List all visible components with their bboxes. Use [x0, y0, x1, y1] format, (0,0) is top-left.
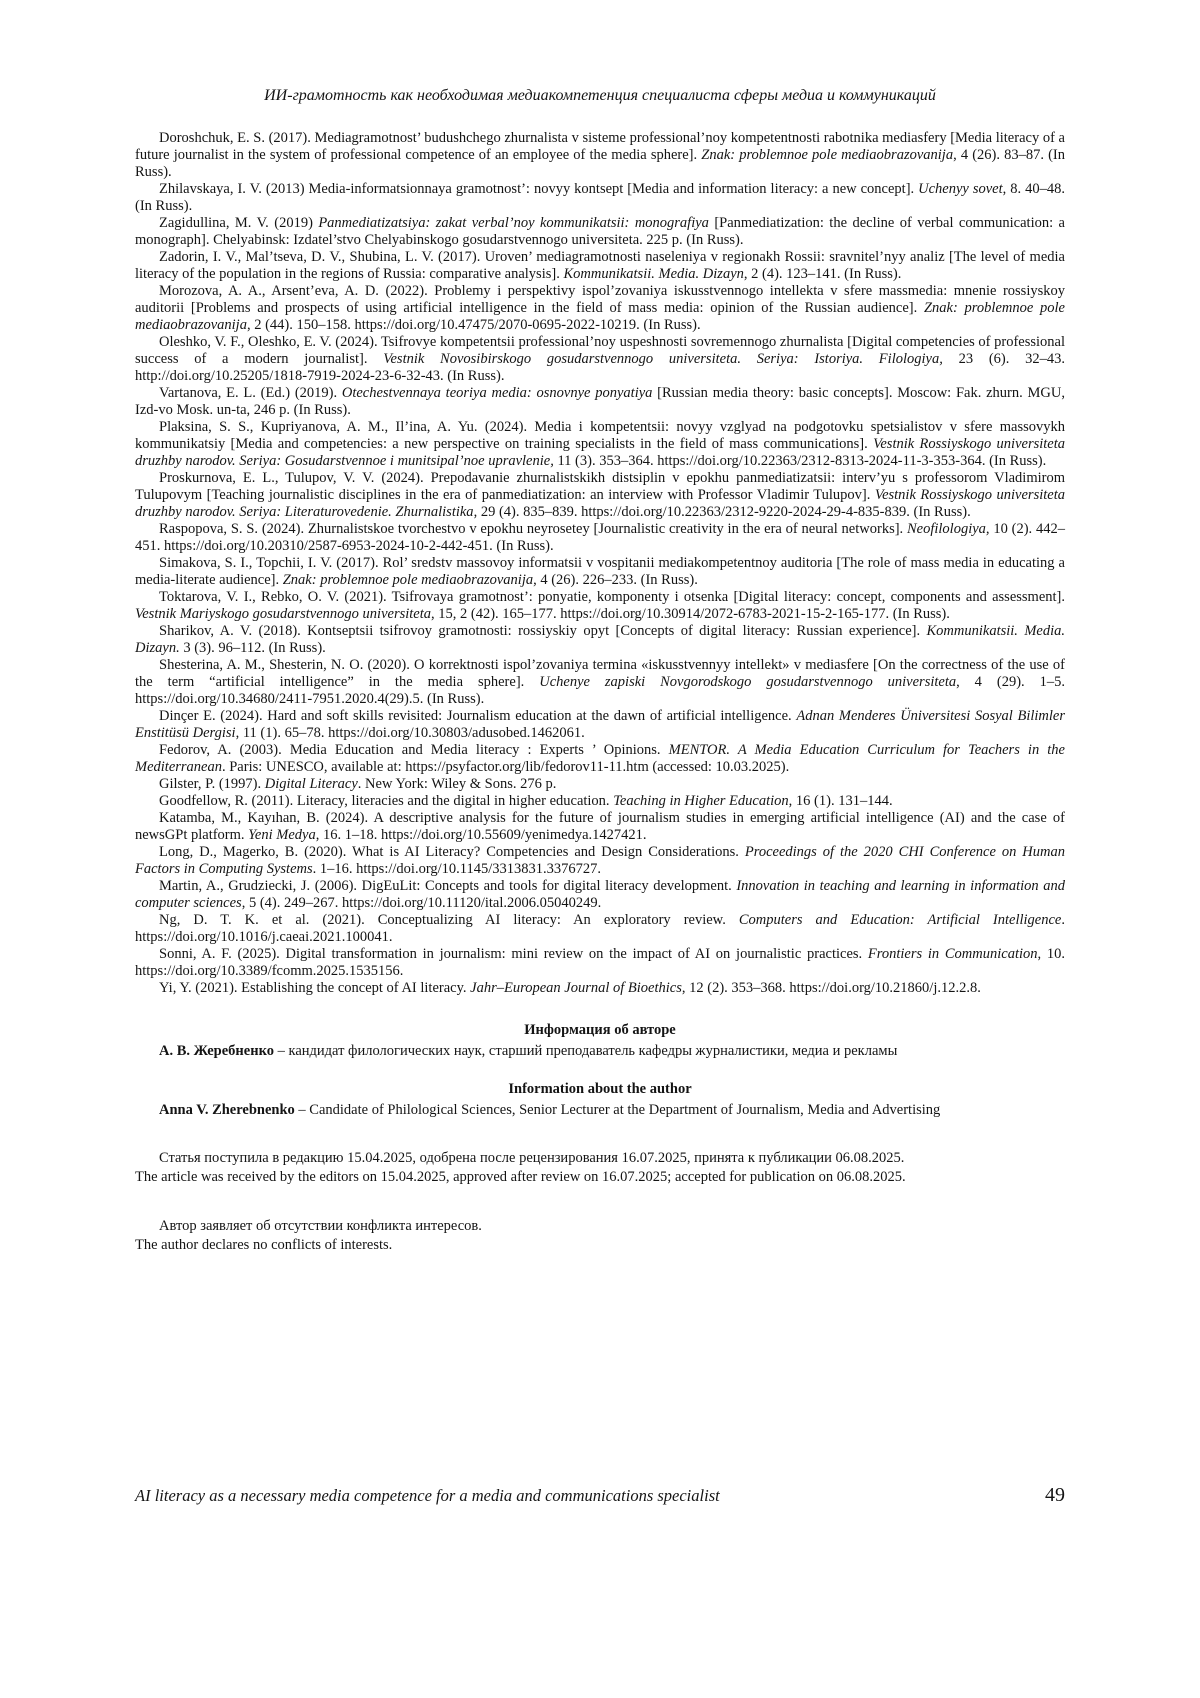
reference-entry [135, 878, 1065, 912]
author-description-en: – Candidate of Philological Sciences, Senior Lecturer at the Department of Journalism, Media and Advertising [294, 1102, 941, 1118]
reference-source-title: Innovation in teaching and learning in information and computer sciences [135, 878, 1066, 911]
references-list [135, 130, 1065, 997]
reference-source-title: Neofilologiya, [906, 521, 990, 537]
reference-text: 3 (3). 96–112. (In Russ). [179, 640, 326, 656]
conflict-statement-ru: Автор заявляет об отсутствии конфликта интересов. [159, 1218, 482, 1234]
reference-text: Yi, Y. (2021). Establishing the concept of AI literacy. [159, 980, 471, 996]
page-footer [135, 1484, 1065, 1507]
reference-source-title: Teaching in Higher Education [613, 793, 789, 809]
reference-text: . https://doi.org/10.1016/j.caeai.2021.100041. [135, 912, 1065, 945]
author-info-ru [135, 1042, 1065, 1060]
reference-text: , 12 (2). 353–368. https://doi.org/10.21860/j.12.2.8. [681, 980, 981, 996]
reference-source-title: Vestnik Rossiyskogo universiteta druzhby narodov. Seriya: Gosudarstvennoe i munitsipal’noe upravlenie, [135, 436, 1065, 469]
reference-source-title: Digital Literacy [264, 776, 358, 792]
reference-text: Zadorin, I. V., Mal’tseva, D. V., Shubina, L. V. (2017). Uroven’ mediagramotnosti naseleniya v regionakh Rossii: sravnitel’nyy analiz [The level of media literacy of the population in the regions of Russia: comparative analysis]. [135, 249, 1065, 282]
reference-text: [Russian media theory: basic concepts]. Moscow: Fak. zhurn. MGU, Izd-vo Mosk. un-ta, 246 p. (In Russ). [135, 385, 1065, 418]
reference-entry [135, 776, 1065, 793]
reference-entry [135, 215, 1065, 249]
reference-text: Proskurnova, E. L., Tulupov, V. V. (2024). Prepodavanie zhurnalistskikh distsiplin v epokhu panmediatizatsii: interv’yu s professorom Vladimirom Tulupovym [Teaching journalistic disciplines in the era of panmediatization: an interview with Professor Vladimir Tulupov]. [135, 470, 1065, 503]
article-dates-en: The article was received by the editors on 15.04.2025, approved after review on 16.07.2025; accepted for publication on 06.08.2025. [135, 1169, 906, 1185]
reference-text: Plaksina, S. S., Kupriyanova, A. M., Il’ina, A. Yu. (2024). Media i kompetentsii: novyy vzglyad na podgotovku spetsialistov v sfere massovykh kommunikatsiy [Media and competencies: a new perspective on training specialists in the field of mass communications]. [135, 419, 1065, 452]
reference-text: Vartanova, E. L. (Ed.) (2019). [159, 385, 342, 401]
reference-entry [135, 470, 1065, 521]
reference-text: Fedorov, A. (2003). Media Education and Media literacy : Experts ’ Opinions. [159, 742, 669, 758]
reference-text: , 15, 2 (42). 165–177. https://doi.org/10.30914/2072-6783-2021-15-2-165-177. (In Russ). [431, 606, 950, 622]
reference-text: Raspopova, S. S. (2024). Zhurnalistskoe tvorchestvo v epokhu neyrosetey [Journalistic creativity in the era of neural networks]. [159, 521, 907, 537]
reference-entry [135, 283, 1065, 334]
reference-text: Zagidullina, M. V. (2019) [159, 215, 319, 231]
reference-text: Doroshchuk, E. S. (2017). Mediagramotnost’ budushchego zhurnalista v sisteme professional’noy kompetentnosti rabotnika mediasfery [Media literacy of a future journalist in the system of professional competence of an employee of the media sphere]. [135, 130, 1065, 163]
reference-text: Dinçer E. (2024). Hard and soft skills revisited: Journalism education at the dawn of artificial intelligence. [159, 708, 797, 724]
reference-text: [Panmediatization: the decline of verbal communication: a monograph]. Chelyabinsk: Izdatel’stvo Chelyabinskogo gosudarstvennogo universiteta. 225 p. (In Russ). [135, 215, 1065, 248]
footer-article-title: AI literacy as a necessary media competence for a media and communications specialist [135, 1486, 720, 1505]
reference-text: Katamba, M., Kayıhan, B. (2024). A descriptive analysis for the future of journalism studies in emerging artificial intelligence (AI) and the case of newsGPt platform. [135, 810, 1065, 843]
reference-source-title: Adnan Menderes Üniversitesi Sosyal Bilimler Enstitüsü Dergisi [135, 708, 1065, 741]
reference-entry [135, 657, 1065, 708]
author-info-section [135, 1021, 1065, 1119]
reference-text: Morozova, A. A., Arsent’eva, A. D. (2022). Problemy i perspektivy ispol’zovaniya iskusstvennogo intellekta v sfere massmedia: mnenie rossiyskoy auditorii [Problems and prospects of using artificial intelligence in the field of mass media: opinion of the Russian audience]. [135, 283, 1065, 316]
reference-source-title: Vestnik Novosibirskogo gosudarstvennogo universiteta. Seriya: Istoriya. Filologiya, [383, 351, 943, 367]
reference-entry [135, 181, 1065, 215]
reference-text: Sonni, A. F. (2025). Digital transformation in journalism: mini review on the impact of AI on journalistic practices. [159, 946, 868, 962]
reference-text: , 11 (1). 65–78. https://doi.org/10.30803/adusobed.1462061. [235, 725, 585, 741]
reference-source-title: Uchenyy sovet [918, 181, 1003, 197]
reference-text: , 4 (29). 1–5. https://doi.org/10.34680/2411-7951.2020.4(29).5. (In Russ). [135, 674, 1065, 707]
reference-entry [135, 742, 1065, 776]
reference-source-title: Znak: problemnoe pole mediaobrazovanija [701, 147, 954, 163]
reference-entry [135, 589, 1065, 623]
conflict-statement-section [135, 1217, 1065, 1255]
reference-text: Long, D., Magerko, B. (2020). What is AI Literacy? Competencies and Design Considerations. [159, 844, 745, 860]
reference-entry [135, 793, 1065, 810]
reference-text: , 10. https://doi.org/10.3389/fcomm.2025.1535156. [135, 946, 1065, 979]
reference-entry [135, 912, 1065, 946]
reference-text: , 2 (4). 123–141. (In Russ). [743, 266, 902, 282]
page-number: 49 [1045, 1484, 1065, 1506]
reference-text: , 5 (4). 249–267. https://doi.org/10.11120/ital.2006.05040249. [241, 895, 602, 911]
reference-text: , 16. 1–18. https://doi.org/10.55609/yenimedya.1427421. [315, 827, 647, 843]
reference-entry [135, 623, 1065, 657]
reference-entry [135, 334, 1065, 385]
reference-entry [135, 980, 1065, 997]
reference-text: , 8. 40–48. (In Russ). [135, 181, 1065, 214]
reference-text: Shesterina, A. M., Shesterin, N. O. (2020). O korrektnosti ispol’zovaniya termina «iskusstvennyy intellekt» v mediasfere [On the correctness of the use of the term “artificial intelligence” in the media sphere]. [135, 657, 1065, 690]
author-info-heading-en: Information about the author [508, 1081, 692, 1097]
reference-source-title: Uchenye zapiski Novgorodskogo gosudarstvennogo universiteta [539, 674, 957, 690]
reference-text: Sharikov, A. V. (2018). Kontseptsii tsifrovoy gramotnosti: rossiyskiy opyt [Concepts of digital literacy: Russian experience]. [159, 623, 927, 639]
reference-entry [135, 555, 1065, 589]
reference-entry [135, 521, 1065, 555]
reference-source-title: Jahr–European Journal of Bioethics [470, 980, 682, 996]
running-header: ИИ-грамотность как необходимая медиакомпетенция специалиста сферы медиа и коммуникаций [264, 87, 936, 104]
reference-text: 11 (3). 353–364. https://doi.org/10.22363/2312-8313-2024-11-3-353-364. (In Russ). [553, 453, 1047, 469]
author-name-en: Anna V. Zherebnenko [159, 1102, 295, 1118]
reference-text: Ng, D. T. K. et al. (2021). Conceptualizing AI literacy: An exploratory review. [159, 912, 739, 928]
reference-source-title: Kommunikatsii. Media. Dizayn. [135, 623, 1065, 656]
reference-source-title: Vestnik Rossiyskogo universiteta druzhby narodov. Seriya: Literaturovedenie. Zhurnalistika [135, 487, 1065, 520]
reference-text: Zhilavskaya, I. V. (2013) Media-informatsionnaya gramotnost’: novyy kontsept [Media and information literacy: a new concept]. [159, 181, 919, 197]
reference-text: , 2 (44). 150–158. https://doi.org/10.47475/2070-0695-2022-10219. (In Russ). [246, 317, 701, 333]
reference-entry [135, 844, 1065, 878]
author-name-ru: А. В. Жеребненко [159, 1043, 274, 1059]
reference-text: , 4 (26). 226–233. (In Russ). [533, 572, 698, 588]
reference-text: . New York: Wiley & Sons. 276 p. [357, 776, 557, 792]
reference-text: Oleshko, V. F., Oleshko, E. V. (2024). Tsifrovye kompetentsii professional’noy uspeshnosti sovremennogo zhurnalista [Digital competencies of professional success of a modern journalist]. [135, 334, 1065, 367]
reference-text: 10 (2). 442–451. https://doi.org/10.20310/2587-6953-2024-10-2-442-451. (In Russ). [135, 521, 1065, 554]
author-description-ru: – кандидат филологических наук, старший преподаватель кафедры журналистики, медиа и рекламы [274, 1043, 898, 1059]
conflict-statement-en: The author declares no conflicts of interests. [135, 1237, 393, 1253]
reference-source-title: Otechestvennaya teoriya media: osnovnye ponyatiya [341, 385, 653, 401]
reference-entry [135, 385, 1065, 419]
reference-source-title: MENTOR. A Media Education Curriculum for Teachers in the Mediterranean [135, 742, 1065, 775]
reference-text: Goodfellow, R. (2011). Literacy, literacies and the digital in higher education. [159, 793, 614, 809]
reference-source-title: Panmediatizatsiya: zakat verbal’noy kommunikatsii: monografiya [318, 215, 709, 231]
reference-text: Toktarova, V. I., Rebko, O. V. (2021). Tsifrovaya gramotnost’: ponyatie, komponenty i otsenka [Digital literacy: concept, components and assessment]. [159, 589, 1065, 605]
reference-source-title: Kommunikatsii. Media. Dizayn [563, 266, 744, 282]
reference-entry [135, 419, 1065, 470]
reference-text: Simakova, S. I., Topchii, I. V. (2017). Rol’ sredstv massovoy informatsii v vospitanii mediakompetentnoy auditoria [The role of mass media in educating a media-literate audience]. [135, 555, 1065, 588]
reference-source-title: Vestnik Mariyskogo gosudarstvennogo universiteta [135, 606, 431, 622]
author-info-heading-ru: Информация об авторе [524, 1022, 676, 1038]
reference-source-title: Proceedings of the 2020 CHI Conference on Human Factors in Computing Systems [135, 844, 1065, 877]
article-dates-ru: Статья поступила в редакцию 15.04.2025, одобрена после рецензирования 16.07.2025, принята к публикации 06.08.2025. [159, 1150, 905, 1166]
reference-text: , 16 (1). 131–144. [788, 793, 893, 809]
reference-text: . Paris: UNESCO, available at: https://psyfactor.org/lib/fedorov11-11.htm (accessed: 10.03.2025). [221, 759, 790, 775]
author-info-en [135, 1101, 1065, 1119]
reference-text: Gilster, P. (1997). [159, 776, 265, 792]
reference-entry [135, 249, 1065, 283]
reference-source-title: Yeni Medya [248, 827, 316, 843]
reference-entry [135, 708, 1065, 742]
reference-entry [135, 130, 1065, 181]
reference-text: Martin, A., Grudziecki, J. (2006). DigEuLit: Concepts and tools for digital literacy development. [159, 878, 737, 894]
reference-entry [135, 810, 1065, 844]
reference-source-title: Computers and Education: Artificial Intelligence [738, 912, 1062, 928]
reference-text: . 1–16. https://doi.org/10.1145/3313831.3376727. [312, 861, 602, 877]
article-dates-section [135, 1149, 1065, 1187]
reference-source-title: Frontiers in Communication [867, 946, 1038, 962]
reference-text: , 29 (4). 835–839. https://doi.org/10.22363/2312-9220-2024-29-4-835-839. (In Russ). [473, 504, 971, 520]
reference-text: , 4 (26). 83–87. (In Russ). [135, 147, 1065, 180]
reference-text: 23 (6). 32–43. http://doi.org/10.25205/1818-7919-2024-23-6-32-43. (In Russ). [135, 351, 1065, 384]
reference-source-title: Znak: problemnoe pole mediaobrazovanija [282, 572, 534, 588]
reference-source-title: Znak: problemnoe pole mediaobrazovanija [135, 300, 1065, 333]
reference-entry [135, 946, 1065, 980]
